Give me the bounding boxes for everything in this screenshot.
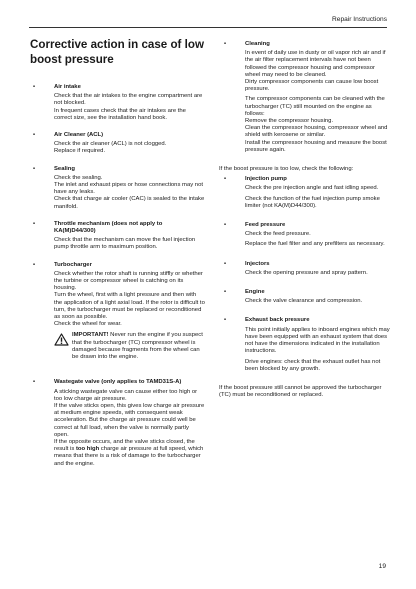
item-air-intake xyxy=(30,84,205,122)
item-title: Injection pump xyxy=(245,176,287,183)
item-title: Air intake xyxy=(54,84,81,90)
item-engine xyxy=(221,289,391,305)
item-text: A sticking wastegate valve can cause either too high or too low charge air pressure. xyxy=(54,388,198,402)
item-text: This point initially applies to inboard engines which may have been equipped with an exhaust system that does not have the dimensions indicated in the installation instructions. xyxy=(245,326,390,355)
bullet: • xyxy=(33,261,36,268)
bullet: • xyxy=(33,132,36,139)
item-title: Exhaust back pressure xyxy=(245,317,310,324)
outro-text: If the boost pressure still cannot be approved the turbocharger (TC) must be reconditioned or replaced. xyxy=(219,384,382,399)
bullet: • xyxy=(224,222,227,229)
item-text: If the valve sticks open, this gives low charge air pressure at medium engine speeds, with consequent weak acceleration. But the charge air pressure could well be correct at full load, when the valve is normally partly open. xyxy=(54,402,205,438)
item-feed-pressure xyxy=(221,222,391,249)
item-air-cleaner xyxy=(30,132,205,156)
header-rule xyxy=(29,27,387,28)
item-text: Dirty compressor components can cause low boost pressure. xyxy=(245,79,379,93)
item-text: Check the function of the fuel injection pump smoke limiter (not KA(M)D44/300). xyxy=(245,195,380,209)
warning-note xyxy=(54,332,205,361)
item-title: Engine xyxy=(245,289,265,296)
item-throttle-mechanism xyxy=(30,221,205,252)
item-turbocharger xyxy=(30,262,205,362)
item-text: Replace if required. xyxy=(54,148,106,155)
intro-text: If the boost pressure is too low, check the following: xyxy=(219,166,354,173)
bullet: • xyxy=(224,317,227,324)
item-text: Check that the mechanism can move the fuel injection pump throttle arm to maximum position. xyxy=(54,237,196,251)
item-text: Check that charge air cooler (CAC) is sealed to the intake manifold. xyxy=(54,196,205,210)
item-text: Check the valve clearance and compression. xyxy=(245,298,363,305)
text-span: If the opposite occurs, and the valve sticks closed, the result is xyxy=(54,438,195,453)
item-title: Throttle mechanism (does not apply to KA(M)D44/300) xyxy=(54,220,163,235)
bullet: • xyxy=(224,260,227,267)
item-wastegate-valve xyxy=(30,379,205,467)
text-span: charge air pressure at full speed, which means that there is a risk of damage to the turbocharger and the engine. xyxy=(54,446,204,467)
item-text: Check whether the rotor shaft is running stiffly or whether the turbine or compressor wheel is catching on its housing. xyxy=(54,270,203,292)
item-cleaning xyxy=(221,41,391,154)
item-title: Feed pressure xyxy=(245,222,286,229)
bullet: • xyxy=(33,220,36,227)
item-title: Sealing xyxy=(54,165,75,172)
item-injection-pump xyxy=(221,176,391,210)
warning-text: Never run the engine if you suspect that the turbocharger (TC) compressor wheel is damaged because fragments from the wheel can be drawn into the engine. xyxy=(72,332,203,361)
right-column xyxy=(221,41,391,399)
item-text: Check the feed pressure. xyxy=(245,231,311,238)
warning-triangle-icon xyxy=(54,333,69,346)
item-text: Check the air cleaner (ACL) is not clogged. xyxy=(54,141,167,148)
page-number: 19 xyxy=(378,563,386,570)
item-title: Wastegate valve (only applies to TAMD31S-A) xyxy=(54,379,182,386)
item-text: Clean the compressor housing, compressor wheel and shield with kerosene or similar. xyxy=(245,125,388,139)
item-text: In frequent cases check that the air intakes are the correct size, see the installation hand book. xyxy=(54,107,186,121)
item-text: Check the sealing. xyxy=(54,174,103,181)
running-header: Repair Instructions xyxy=(332,16,387,23)
bullet: • xyxy=(33,379,36,386)
item-text: Check the opening pressure and spray pattern. xyxy=(245,269,368,276)
item-title: Air Cleaner (ACL) xyxy=(54,132,104,139)
emphasis-text: too high xyxy=(75,446,100,453)
item-text: Check the wheel for wear. xyxy=(54,321,122,328)
item-text: The compressor components can be cleaned with the turbocharger (TC) still mounted on the engine as follows: xyxy=(245,96,385,117)
item-title: Injectors xyxy=(245,260,270,267)
item-title: Cleaning xyxy=(245,41,270,47)
section-heading: Corrective action in case of low boost pressure xyxy=(30,38,204,66)
item-text: The inlet and exhaust pipes or hose connections may not have any leaks. xyxy=(54,182,203,196)
item-text: In event of daily use in dusty or oil vapor rich air and if the air filter replacement intervals have not been followed the compressor housing and compressor wheel may need to be cleaned. xyxy=(245,50,386,78)
item-text: Drive engines: check that the exhaust outlet has not been blocked by any growth. xyxy=(245,358,381,372)
item-text: Check that the air intakes to the engine compartment are not blocked. xyxy=(54,93,203,107)
item-text: Replace the fuel filter and any prefilters as necessary. xyxy=(245,241,385,248)
item-text: Turn the wheel, first with a light pressure and then with the application of a light axial load. If the rotor is difficult to turn, the turbocharger must be replaced or reconditioned as soon as possible. xyxy=(54,292,205,321)
warning-label: IMPORTANT! xyxy=(72,332,109,339)
item-sealing xyxy=(30,166,205,211)
item-text: Remove the compressor housing. xyxy=(245,118,334,125)
left-column xyxy=(30,38,205,468)
bullet: • xyxy=(224,289,227,296)
bullet: • xyxy=(224,176,227,183)
item-exhaust-back-pressure xyxy=(221,317,391,372)
item-text: Check the pre injection angle and fast idling speed. xyxy=(245,185,379,192)
bullet: • xyxy=(224,41,227,47)
item-injectors xyxy=(221,261,391,277)
bullet: • xyxy=(33,165,36,172)
bullet: • xyxy=(33,84,36,90)
item-title: Turbocharger xyxy=(54,261,92,268)
item-text xyxy=(54,439,205,468)
item-text: Install the compressor housing and measure the boost pressure again. xyxy=(245,139,387,153)
